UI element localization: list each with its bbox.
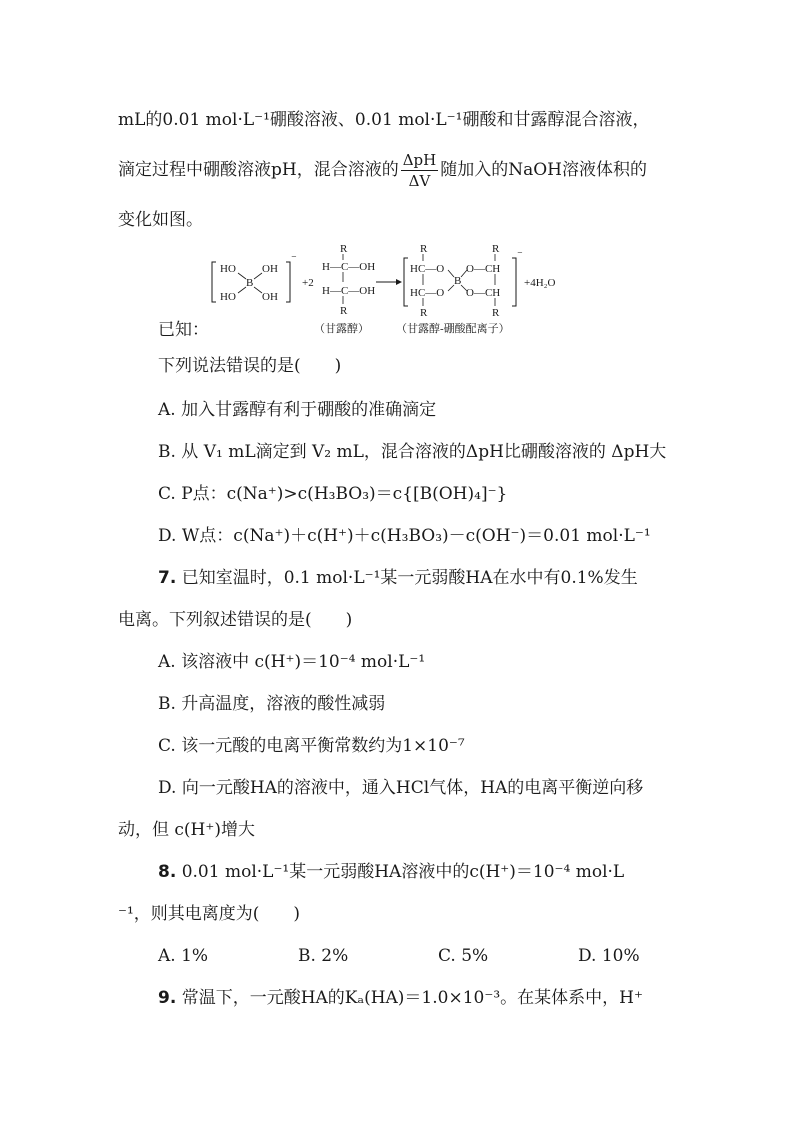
q8-stem-line-2: ⁻¹，则其电离度为( ) [118,904,301,924]
q7-stem-text: 已知室温时，0.1 mol·L⁻¹某一元弱酸HA在水中有0.1%发生 [181,568,638,588]
charge-minus-2: ⁻ [517,249,523,261]
known-label: 已知： [158,320,209,340]
complex-och-bottom: O—CH [466,287,501,299]
reaction-arrow-icon [396,279,402,285]
delta-ph-fraction [401,150,439,191]
water-product: +4H₂O [524,277,556,289]
r-bottom: R [340,305,348,317]
complex-r-top-left: R [420,243,428,255]
q8-options [158,944,718,968]
q6-line-2-suffix: 随加入的NaOH溶液体积的 [440,160,648,180]
q8-option-a: A. 1% [158,946,209,966]
q8-option-c: C. 5% [438,946,489,966]
q8-option-b: B. 2% [298,946,349,966]
q6-line-2-prefix: 滴定过程中硼酸溶液pH，混合溶液的 [118,160,399,180]
complex-och-top: O—CH [466,263,501,275]
q8-option-d: D. 10% [578,946,640,966]
fraction-numerator: ΔpH [402,151,437,169]
complex-label: （甘露醇-硼酸配离子） [396,323,510,335]
q7-option-a: A. 该溶液中 c(H⁺)＝10⁻⁴ mol·L⁻¹ [158,652,426,672]
q6-option-b: B. 从 V₁ mL滴定到 V₂ mL，混合溶液的ΔpH比硼酸溶液的 ΔpH大 [158,442,667,462]
q7-number: 7. [158,568,177,588]
complex-boron-atom: B [454,275,462,287]
ho-top: HO [220,263,236,275]
q9-number: 9. [158,988,177,1008]
q6-text-line-1: mL的0.01 mol·L⁻¹硼酸溶液、0.01 mol·L⁻¹硼酸和甘露醇混合溶液， [118,110,650,130]
fraction-denominator: ΔV [408,172,431,190]
q6-question-intro: 下列说法错误的是( ) [158,356,342,376]
complex-r-bottom-right: R [492,307,500,319]
oh-top: OH [262,263,278,275]
q7-option-d-line-1: D. 向一元酸HA的溶液中，通入HCl气体，HA的电离平衡逆向移 [158,778,644,798]
q8-stem-text: 0.01 mol·L⁻¹某一元弱酸HA溶液中的c(H⁺)＝10⁻⁴ mol·L [181,862,625,882]
q8-number: 8. [158,862,177,882]
complex-hco-top: HC—O [410,263,445,275]
q6-option-a: A. 加入甘露醇有利于硼酸的准确滴定 [158,400,437,420]
ho-bottom: HO [220,291,236,303]
mannitol-label: （甘露醇） [314,323,369,335]
q9-stem-text: 常温下，一元酸HA的Kₐ(HA)＝1.0×10⁻³。在某体系中，H⁺ [181,988,643,1008]
q7-stem-line-2: 电离。下列叙述错误的是( ) [118,610,353,630]
q7-option-c: C. 该一元酸的电离平衡常数约为1×10⁻⁷ [158,736,465,756]
oh-bottom: OH [262,291,278,303]
r-top: R [340,243,348,255]
q6-text-line-2 [118,150,678,191]
complex-r-bottom-left: R [420,307,428,319]
q7-option-b: B. 升高温度，溶液的酸性减弱 [158,694,386,714]
coefficient: +2 [302,277,314,289]
q7-stem-line-1 [158,566,718,590]
boron-atom: B [246,277,254,289]
complex-hco-bottom: HC—O [410,287,445,299]
charge-minus-1: ⁻ [291,253,297,265]
q7-option-d-line-2: 动，但 c(H⁺)增大 [118,820,255,840]
q8-stem-line-1 [158,860,718,884]
hcoh-bottom: H—C—OH [322,285,376,297]
q9-stem-line-1 [158,986,718,1010]
q6-option-c: C. P点：c(Na⁺)>c(H₃BO₃)＝c{[B(OH)₄]⁻} [158,484,508,504]
q6-option-d: D. W点：c(Na⁺)＋c(H⁺)＋c(H₃BO₃)－c(OH⁻)＝0.01 mol·L⁻¹ [158,526,651,546]
hcoh-top: H—C—OH [322,261,376,273]
complex-r-top-right: R [492,243,500,255]
q6-text-line-3: 变化如图。 [118,210,203,230]
